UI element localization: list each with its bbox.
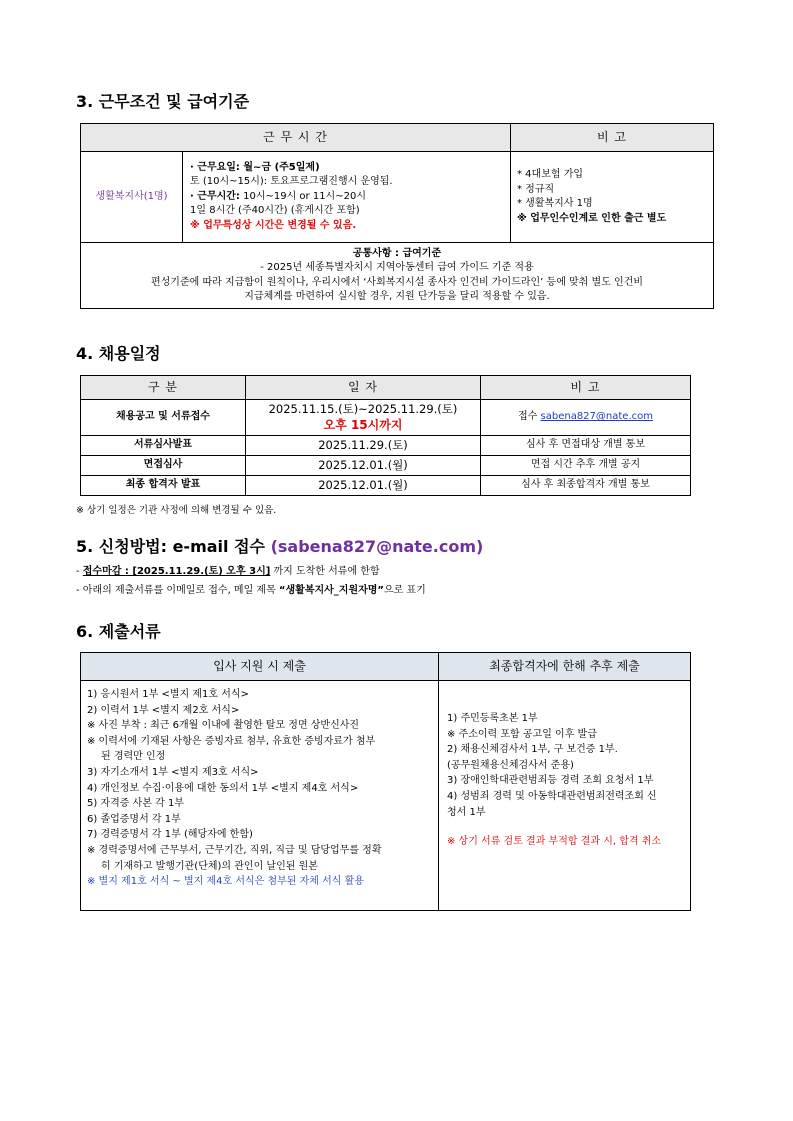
list-item: (공무원채용신체검사서 준용): [447, 759, 574, 771]
work-hours-line: [190, 190, 510, 205]
email-subject-line: [76, 581, 426, 596]
list-item: 된 경력만 인정: [101, 751, 166, 763]
schedule-date: 2025.12.01.(월): [246, 456, 481, 476]
salary-line: - 2025년 세종특별자치시 지역아동센터 급여 가이드 기준 적용: [260, 262, 534, 273]
schedule-name: 서류심사발표: [81, 436, 246, 456]
form-note: ※ 별지 제1호 서식 ~ 별지 제4호 서식은 첨부된 자체 서식 활용: [87, 876, 364, 888]
schedule-header-category: 구 분: [81, 376, 246, 400]
schedule-header-note: 비 고: [481, 376, 691, 400]
schedule-name: 채용공고 및 서류접수: [81, 400, 246, 436]
list-item: 1) 주민등록초본 1부: [447, 713, 538, 724]
schedule-date: 2025.11.29.(토): [246, 436, 481, 456]
schedule-name: 최종 합격자 발표: [81, 476, 246, 496]
list-item: 5) 자격증 사본 각 1부: [87, 798, 184, 810]
deadline-bold: 접수마감 : [2025.11.29.(토) 오후 3시]: [82, 566, 271, 577]
schedule-date: 2025.12.01.(월): [246, 476, 481, 496]
schedule-footnote: ※ 상기 일정은 기관 사정에 의해 변경될 수 있음.: [76, 505, 277, 516]
schedule-note: 심사 후 면접대상 개별 통보: [481, 436, 691, 456]
schedule-date: [246, 400, 481, 436]
saturday-hours: 토 (10시~15시): 토요프로그램진행시 운영됨.: [190, 176, 393, 188]
note-header: 비 고: [511, 124, 714, 152]
work-hours-value: 10시~19시 or 11시~20시: [239, 190, 366, 202]
work-conditions-table: [80, 123, 714, 309]
salary-cell: [81, 243, 714, 309]
list-item: 청서 1부: [447, 806, 486, 818]
work-hours-label: · 근무시간:: [190, 190, 240, 202]
list-item: 2) 채용신체검사서 1부, 구 보건증 1부.: [447, 744, 618, 756]
section4-title: 4. 채용일정: [76, 344, 161, 363]
subject-rest: 으로 표기: [384, 585, 426, 596]
list-item: 3) 자기소개서 1부 <별지 제3호 서식>: [87, 766, 259, 778]
schedule-deadline-time: 오후 15시까지: [323, 418, 403, 433]
table-row: [81, 400, 691, 436]
table-row: [81, 436, 691, 456]
documents-right-cell: [439, 681, 691, 911]
documents-header-right: 최종합격자에 한해 추후 제출: [439, 653, 691, 681]
list-item: 4) 개인정보 수집·이용에 대한 동의서 1부 <별지 제4호 서식>: [87, 782, 359, 794]
benefit-item: * 4대보험 가입: [517, 169, 584, 180]
schedule-date-range: 2025.11.15.(토)~2025.11.29.(토): [268, 401, 458, 416]
schedule-note: 심사 후 최종합격자 개별 통보: [481, 476, 691, 496]
salary-line: 지급체계를 마련하여 실시할 경우, 지원 단가등을 달리 적용할 수 있음.: [244, 291, 550, 302]
section6-title: 6. 제출서류: [76, 622, 161, 641]
schedule-note-prefix: 접수: [518, 411, 541, 423]
daily-hours: 1일 8시간 (주40시간) (휴게시간 포함): [190, 205, 360, 217]
deadline-rest: 까지 도착한 서류에 한함: [270, 566, 380, 577]
position-cell: 생활복지사(1명): [81, 152, 183, 243]
list-item: ※ 이력서에 기재된 사항은 증빙자료 첨부, 유효한 증빙자료가 첨부: [87, 735, 376, 747]
schedule-note: [481, 400, 691, 436]
work-details-cell: [183, 152, 511, 243]
benefit-item: * 생활복지사 1명: [517, 198, 593, 209]
salary-line: 편성기준에 따라 지급함이 원칙이나, 우리시에서 ‘사회복지시설 종사자 인건비 가이드라인’ 등에 맞춰 별도 인건비: [150, 276, 644, 288]
schedule-table: [80, 375, 691, 496]
work-days: · 근무요일: 월~금 (주5일제): [190, 161, 320, 173]
deadline-prefix: -: [76, 566, 83, 577]
deadline-line: [76, 562, 380, 577]
subject-bold: “생활복지사_지원자명”: [278, 585, 385, 596]
work-hours-header: 근 무 시 간: [81, 124, 511, 152]
section5-title-email: (sabena827@nate.com): [270, 537, 484, 556]
list-item: 1) 응시원서 1부 <별지 제1호 서식>: [87, 689, 249, 700]
documents-left-cell: [81, 681, 439, 911]
table-row: [81, 456, 691, 476]
list-item: 2) 이력서 1부 <별지 제2호 서식>: [87, 704, 240, 716]
benefit-item: * 정규직: [517, 183, 555, 195]
email-link[interactable]: sabena827@nate.com: [540, 411, 653, 423]
schedule-name: 면접심사: [81, 456, 246, 476]
list-item: 4) 성범죄 경력 및 아동학대관련범죄전력조회 신: [447, 790, 657, 802]
section5-title-main: 5. 신청방법: e-mail 접수: [76, 537, 271, 556]
documents-header-left: 입사 지원 시 제출: [81, 653, 439, 681]
section3-title: 3. 근무조건 및 급여기준: [76, 92, 250, 111]
list-item: ※ 경력증명서에 근무부서, 근무기간, 직위, 직급 및 담당업무를 정확: [87, 844, 382, 856]
benefit-item: ※ 업무인수인계로 인한 출근 별도: [517, 212, 667, 224]
list-item: ※ 사진 부착 : 최근 6개월 이내에 촬영한 탈모 정면 상반신사진: [87, 720, 360, 732]
list-item: 3) 장애인학대관련범죄등 경력 조회 요청서 1부: [447, 775, 654, 787]
section5-title: [76, 537, 483, 557]
list-item: 6) 졸업증명서 각 1부: [87, 813, 181, 825]
benefits-cell: [511, 152, 714, 243]
schedule-note: 면접 시간 추후 개별 공지: [481, 456, 691, 476]
subject-prefix: - 아래의 제출서류를 이메일로 접수, 메일 제목: [76, 585, 279, 596]
list-item: 7) 경력증명서 각 1부 (해당자에 한함): [87, 829, 253, 841]
time-change-warning: ※ 업무특성상 시간은 변경될 수 있음.: [190, 219, 357, 231]
documents-table: [80, 652, 691, 911]
list-item: ※ 주소이력 포함 공고일 이후 발급: [447, 728, 597, 740]
list-item: 히 기재하고 발행기관(단체)의 관인이 날인된 원본: [101, 860, 318, 872]
table-row: [81, 476, 691, 496]
schedule-header-date: 일 자: [246, 376, 481, 400]
disqualify-note: ※ 상기 서류 검토 결과 부적합 결과 시, 합격 취소: [447, 836, 662, 848]
salary-title: 공통사항 : 급여기준: [352, 247, 442, 259]
